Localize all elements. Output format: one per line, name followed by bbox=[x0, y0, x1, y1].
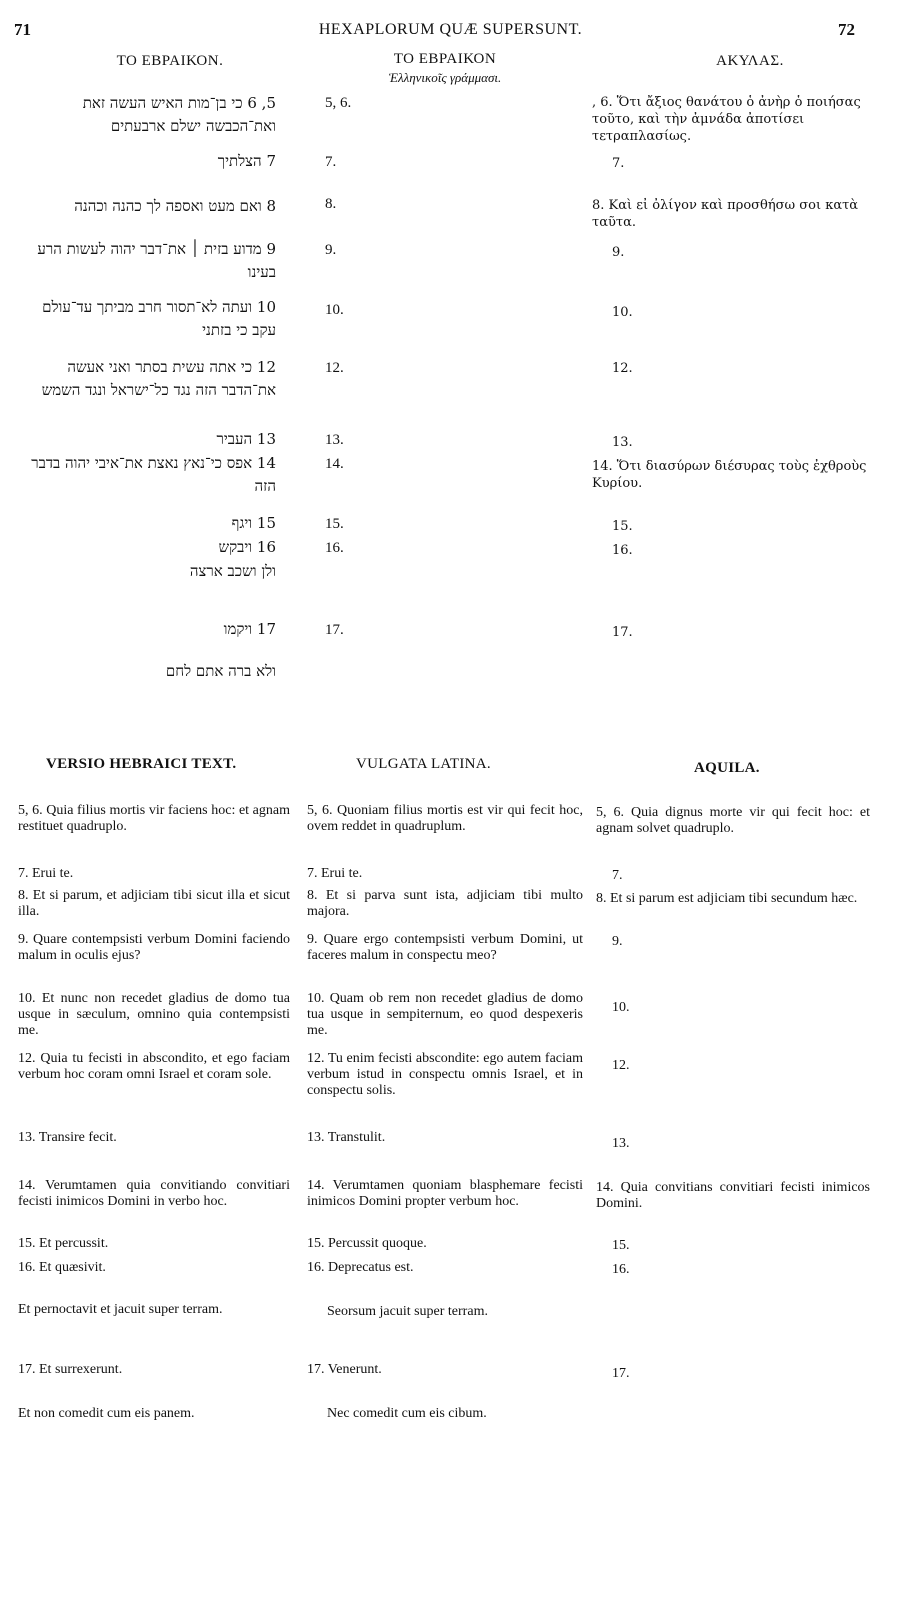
aquila-latin-8: 8. Et si parum est adjiciam tibi secundum hæc. bbox=[596, 891, 858, 906]
right-page-number: 72 bbox=[838, 20, 855, 39]
vulgata-8: 8. Et si parva sunt ista, adjiciam tibi multo majora. bbox=[307, 888, 583, 919]
verse-number: 5, 6. bbox=[325, 95, 352, 111]
verse-number: 13. bbox=[325, 432, 344, 448]
hebrew-verse-5-6: 5, 6 כי בן־מות האיש העשה זאת ואת־הכבשה ישלם ארבעתים bbox=[82, 94, 276, 135]
versio-16b: Et pernoctavit et jacuit super terram. bbox=[18, 1302, 223, 1317]
hebrew-column-title: ΤΟ ΕΒΡΑΙΚΟΝ. bbox=[116, 53, 224, 69]
vulgata-column-title: VULGATA LATINA. bbox=[356, 756, 491, 772]
verse-number: 14. bbox=[325, 456, 344, 472]
hebrew-verse-12: 12 כי אתה עשית בסתר ואני אעשה את־הדבר הזה נגד כל־ישראל ונגד השמש bbox=[41, 358, 276, 399]
hebrew-verse-9: 9 מדוע בזית ׀ את־דבר יהוה לעשות הרע בעינו bbox=[37, 240, 276, 281]
aquila-latin-16: 16. bbox=[612, 1262, 630, 1277]
aquila-greek-12: 12. bbox=[612, 361, 633, 376]
verse-number: 15. bbox=[325, 516, 344, 532]
aquila-greek-16: 16. bbox=[612, 543, 633, 558]
aquila-greek-17: 17. bbox=[612, 625, 633, 640]
aquila-greek-5-6: , 6. Ὅτι ἄξιος θανάτου ὁ ἀνὴρ ὁ ποιήσας τοῦτο, καὶ τὴν ἀμνάδα ἀποτίσει τετραπλασίως. bbox=[592, 95, 861, 144]
aquila-latin-13: 13. bbox=[612, 1136, 630, 1151]
aquila-latin-14: 14. Quia convitians convitiari fecisti inimicos Domini. bbox=[596, 1180, 870, 1211]
running-title: HEXAPLORUM QUÆ SUPERSUNT. bbox=[318, 21, 583, 38]
vulgata-14: 14. Verumtamen quoniam blasphemare fecisti inimicos Domini propter verbum hoc. bbox=[307, 1178, 583, 1209]
versio-column-title: VERSIO HEBRAICI TEXT. bbox=[46, 756, 237, 772]
hebrew-verse-10: 10 ועתה לא־תסור חרב מביתך עד־עולם עקב כי בזתני bbox=[42, 298, 276, 339]
vulgata-12: 12. Tu enim fecisti abscondite: ego autem faciam verbum istud in conspectu omnis Israel, et in conspectu solis. bbox=[307, 1051, 583, 1098]
versio-7: 7. Erui te. bbox=[18, 866, 74, 881]
verse-number: 10. bbox=[325, 302, 344, 318]
vulgata-15: 15. Percussit quoque. bbox=[307, 1236, 427, 1251]
hebrew-verse-8: 8 ואם מעט ואספה לך כהנה וכהנה bbox=[74, 197, 276, 215]
versio-17: 17. Et surrexerunt. bbox=[18, 1362, 123, 1377]
aquila-greek-7: 7. bbox=[612, 156, 625, 171]
hebrew-verse-16: 16 ויבקש bbox=[218, 538, 276, 556]
vulgata-17b: Nec comedit cum eis cibum. bbox=[327, 1406, 487, 1421]
hebrew-verse-7: 7 הצלתיך bbox=[217, 152, 276, 170]
vulgata-16: 16. Deprecatus est. bbox=[307, 1260, 414, 1275]
versio-13: 13. Transire fecit. bbox=[18, 1130, 117, 1145]
vulgata-10: 10. Quam ob rem non recedet gladius de domo tua usque in sempiternum, eo quod despexeris me. bbox=[307, 991, 583, 1038]
aquila-greek-15: 15. bbox=[612, 519, 633, 534]
versio-9: 9. Quare contempsisti verbum Domini faciendo malum in oculis ejus? bbox=[18, 932, 290, 963]
verse-number: 12. bbox=[325, 360, 344, 376]
aquila-greek-13: 13. bbox=[612, 435, 633, 450]
vulgata-5-6: 5, 6. Quoniam filius mortis est vir qui fecit hoc, ovem reddet in quadruplum. bbox=[307, 803, 583, 834]
verse-number: 17. bbox=[325, 622, 344, 638]
vulgata-17: 17. Venerunt. bbox=[307, 1362, 382, 1377]
aquila-greek-8: 8. Καὶ εἰ ὀλίγον καὶ προσθήσω σοι κατὰ ταῦτα. bbox=[592, 198, 859, 230]
aquila-latin-15: 15. bbox=[612, 1238, 630, 1253]
aquila-greek-9: 9. bbox=[612, 245, 625, 260]
aquila-latin-12: 12. bbox=[612, 1058, 630, 1073]
aquila-greek-10: 10. bbox=[612, 305, 633, 320]
aquila-greek-14: 14. Ὅτι διασύρων διέσυρας τοὺς ἐχθροὺς Κυρίου. bbox=[592, 459, 867, 491]
versio-16: 16. Et quæsivit. bbox=[18, 1260, 106, 1275]
aquila-latin-column-title: AQUILA. bbox=[694, 760, 760, 776]
verse-number: 8. bbox=[325, 196, 337, 212]
aquila-latin-5-6: 5, 6. Quia dignus morte vir qui fecit hoc: et agnam solvet quadruplo. bbox=[596, 805, 870, 836]
hebrew-verse-16b: ולן ושכב ארצה bbox=[189, 562, 276, 580]
versio-17b: Et non comedit cum eis panem. bbox=[18, 1406, 195, 1421]
hebrew-verse-13: 13 העביר bbox=[216, 430, 276, 448]
hebrew-verse-14: 14 אפס כי־נאץ נאצת את־איבי יהוה בדבר הזה bbox=[31, 454, 276, 495]
versio-8: 8. Et si parum, et adjiciam tibi sicut illa et sicut illa. bbox=[18, 888, 290, 919]
transliteration-column-title: ΤΟ ΕΒΡΑΙΚΟΝ bbox=[393, 51, 497, 67]
aquila-latin-10: 10. bbox=[612, 1000, 630, 1015]
versio-15: 15. Et percussit. bbox=[18, 1236, 109, 1251]
versio-5-6: 5, 6. Quia filius mortis vir faciens hoc: et agnam restituet quadruplo. bbox=[18, 803, 290, 834]
versio-10: 10. Et nunc non recedet gladius de domo tua usque in sæculum, omnino quia contempsisti me. bbox=[18, 991, 290, 1038]
versio-12: 12. Quia tu fecisti in abscondito, et ego faciam verbum hoc coram omni Israel et coram sole. bbox=[18, 1051, 290, 1082]
hebrew-verse-17b: ולא ברה אתם לחם bbox=[165, 662, 276, 680]
hebrew-verse-15: 15 ויגף bbox=[231, 514, 276, 532]
transliteration-column-subtitle: Ἑλληνικοῖς γράμμασι. bbox=[388, 70, 502, 85]
verse-number: 7. bbox=[325, 154, 337, 170]
aquila-latin-7: 7. bbox=[612, 868, 623, 883]
vulgata-13: 13. Transtulit. bbox=[307, 1130, 386, 1145]
vulgata-9: 9. Quare ergo contempsisti verbum Domini, ut faceres malum in conspectu meo? bbox=[307, 932, 583, 963]
hebrew-verse-17: 17 ויקמו bbox=[223, 620, 276, 638]
vulgata-7: 7. Erui te. bbox=[307, 866, 363, 881]
verse-number: 16. bbox=[325, 540, 344, 556]
aquila-latin-9: 9. bbox=[612, 934, 623, 949]
verse-number: 9. bbox=[325, 242, 337, 258]
versio-14: 14. Verumtamen quia convitiando convitiari fecisti inimicos Domini in verbo hoc. bbox=[18, 1178, 290, 1209]
aquila-column-title: ΑΚΥΛΑΣ. bbox=[716, 53, 784, 69]
vulgata-16b: Seorsum jacuit super terram. bbox=[327, 1304, 488, 1319]
left-page-number: 71 bbox=[14, 20, 31, 39]
aquila-latin-17: 17. bbox=[612, 1366, 630, 1381]
